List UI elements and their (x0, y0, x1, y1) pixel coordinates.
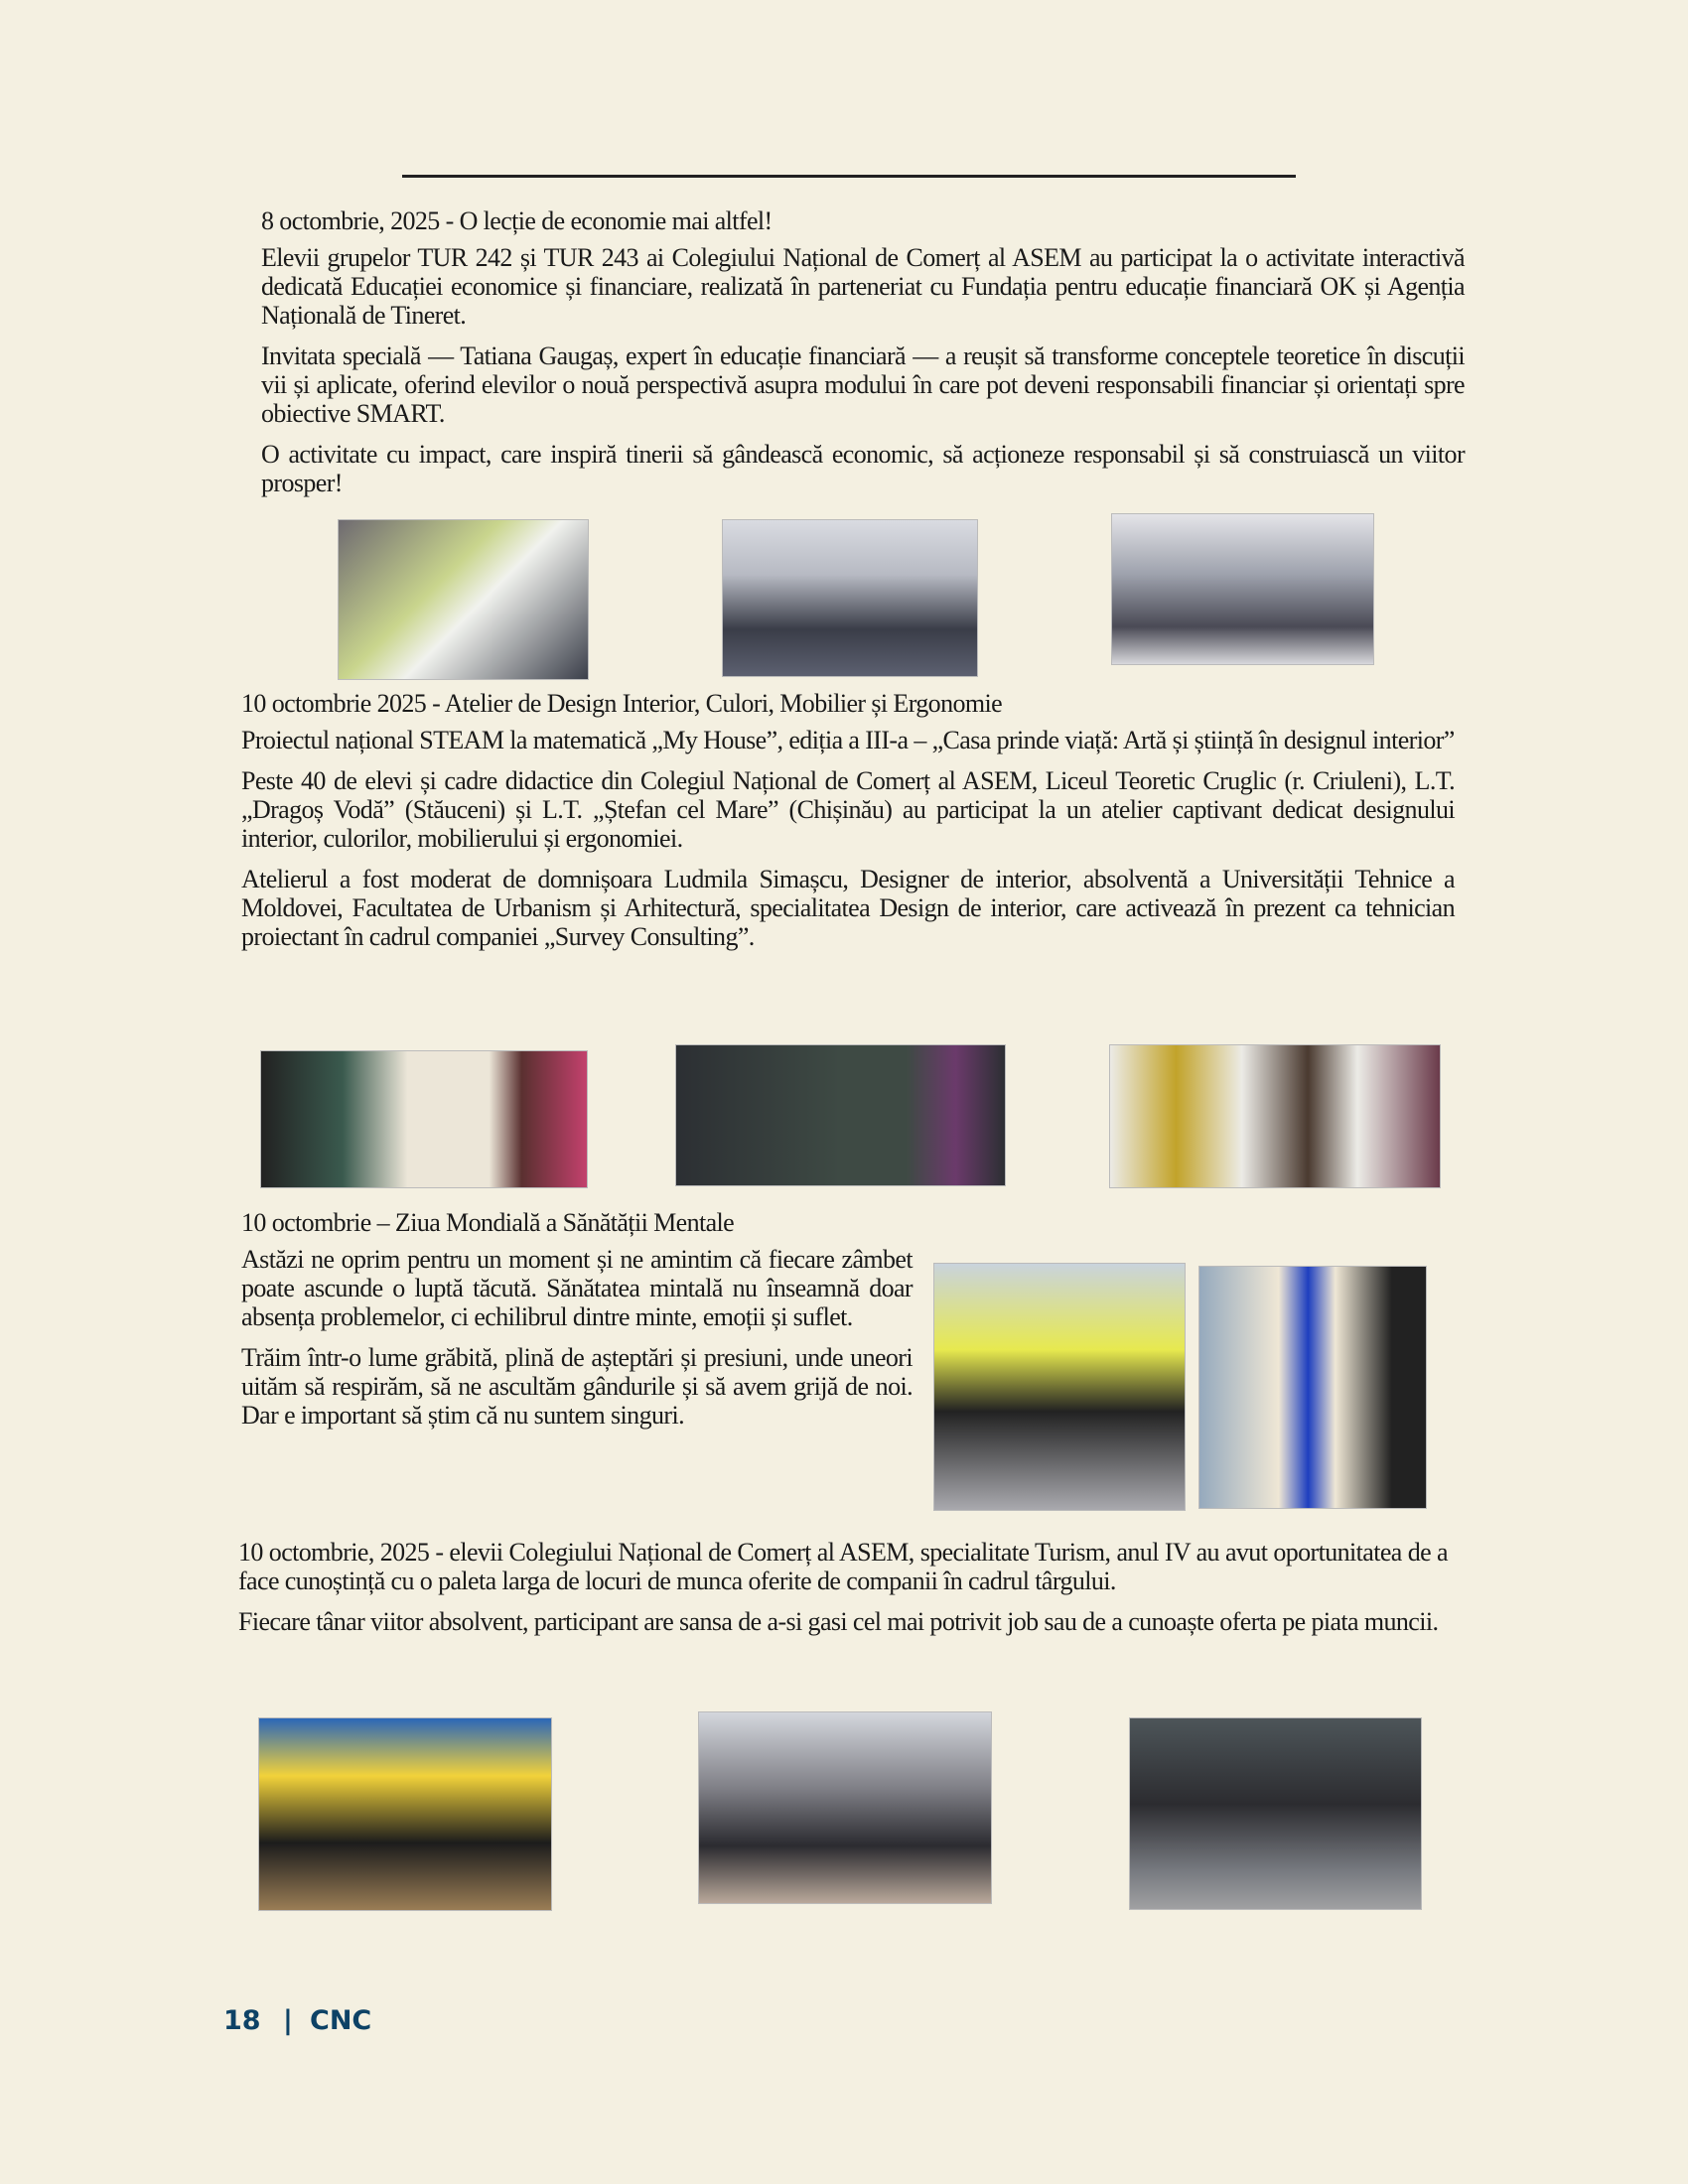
paragraph: Peste 40 de elevi și cadre didactice din Colegiul Național de Comerț al ASEM, Liceul Teoretic Cruglic (r. Criuleni), L.T. „Dragoș Vodă” (Stăuceni) și L.T. „Ștefan cel Mare” (Chișinău) au participat la un atelier captivant dedicat designului interior, culorilor, mobilierului și ergonomiei. (241, 766, 1455, 853)
section-heading: 10 octombrie – Ziua Mondială a Sănătății Mentale (241, 1208, 735, 1237)
screenshot-online-workshop-2 (675, 1044, 1006, 1186)
section-job-fair (238, 1538, 1448, 1648)
paragraph: Elevii grupelor TUR 242 și TUR 243 ai Colegiului Național de Comerț al ASEM au participat la o activitate interactivă dedicată Educației economice și financiare, realizată în parteneriat cu Fundația pentru educație financiară OK și Agenția Națională de Tineret. (261, 243, 1465, 330)
photo-lecture-students (1111, 513, 1374, 665)
paragraph: Atelierul a fost moderat de domnișoara Ludmila Simașcu, Designer de interior, absolventă a Universității Tehnice a Moldovei, Facultatea de Urbanism și Arhitectură, specialitatea Design de interior, care activează în prezent ca tehnician proiectant în cadrul companiei „Survey Consulting”. (241, 865, 1455, 951)
section-design-workshop (241, 689, 1455, 963)
screenshot-online-workshop-3 (1109, 1044, 1441, 1188)
paragraph: 10 octombrie, 2025 - elevii Colegiului Național de Comerț al ASEM, specialitate Turism, anul IV au avut oportunitatea de a face cunoștință cu o paleta larga de locuri de munca oferite de companii în cadrul târgului. (238, 1538, 1448, 1595)
photo-job-fair-banner (258, 1717, 552, 1911)
photo-job-fair-hall (698, 1711, 992, 1904)
paragraph: Proiectul național STEAM la matematică „My House”, ediția a III-a – „Casa prinde viață: Artă și știință în designul interior” (241, 726, 1455, 754)
photo-lecture-presenter (338, 519, 589, 680)
footer-separator: | (283, 2005, 293, 2036)
section-heading: 10 octombrie 2025 - Atelier de Design Interior, Culori, Mobilier și Ergonomie (241, 689, 1003, 718)
photo-lecture-classroom (722, 519, 978, 677)
paragraph: O activitate cu impact, care inspiră tinerii să gândească economic, să acționeze responsabil și să construiască un viitor prosper! (261, 440, 1465, 497)
section-economics-lesson (261, 206, 1465, 509)
paragraph: Invitata specială — Tatiana Gaugaș, expert în educație financiară — a reușit să transforme conceptele teoretice în discuții vii și aplicate, oferind elevilor o nouă perspectivă asupra modului în care pot deveni responsabili financiar și orientați spre obiective SMART. (261, 341, 1465, 428)
photo-mental-health-group (933, 1263, 1186, 1511)
photo-mental-health-basket (1198, 1266, 1427, 1509)
section-mental-health (241, 1208, 913, 1441)
paragraph: Trăim într-o lume grăbită, plină de așteptări și presiuni, unde uneori uităm să respirăm, să ne ascultăm gândurile și să avem grijă de noi. Dar e important să știm că nu suntem singuri. (241, 1343, 913, 1430)
paragraph: Astăzi ne oprim pentru un moment și ne amintim că fiecare zâmbet poate ascunde o luptă tăcută. Sănătatea mintală nu înseamnă doar absența problemelor, ci echilibrul dintre minte, emoții și suflet. (241, 1245, 913, 1331)
header-rule (402, 175, 1296, 178)
photo-job-fair-group (1129, 1717, 1422, 1910)
screenshot-online-workshop-1 (260, 1050, 588, 1188)
page-number: 18 (223, 2005, 261, 2036)
publication-name: CNC (310, 2005, 372, 2036)
section-heading: 8 octombrie, 2025 - O lecție de economie mai altfel! (261, 206, 773, 235)
paragraph: Fiecare tânar viitor absolvent, participant are sansa de a-si gasi cel mai potrivit job sau de a cunoaște oferta pe piata muncii. (238, 1607, 1439, 1636)
